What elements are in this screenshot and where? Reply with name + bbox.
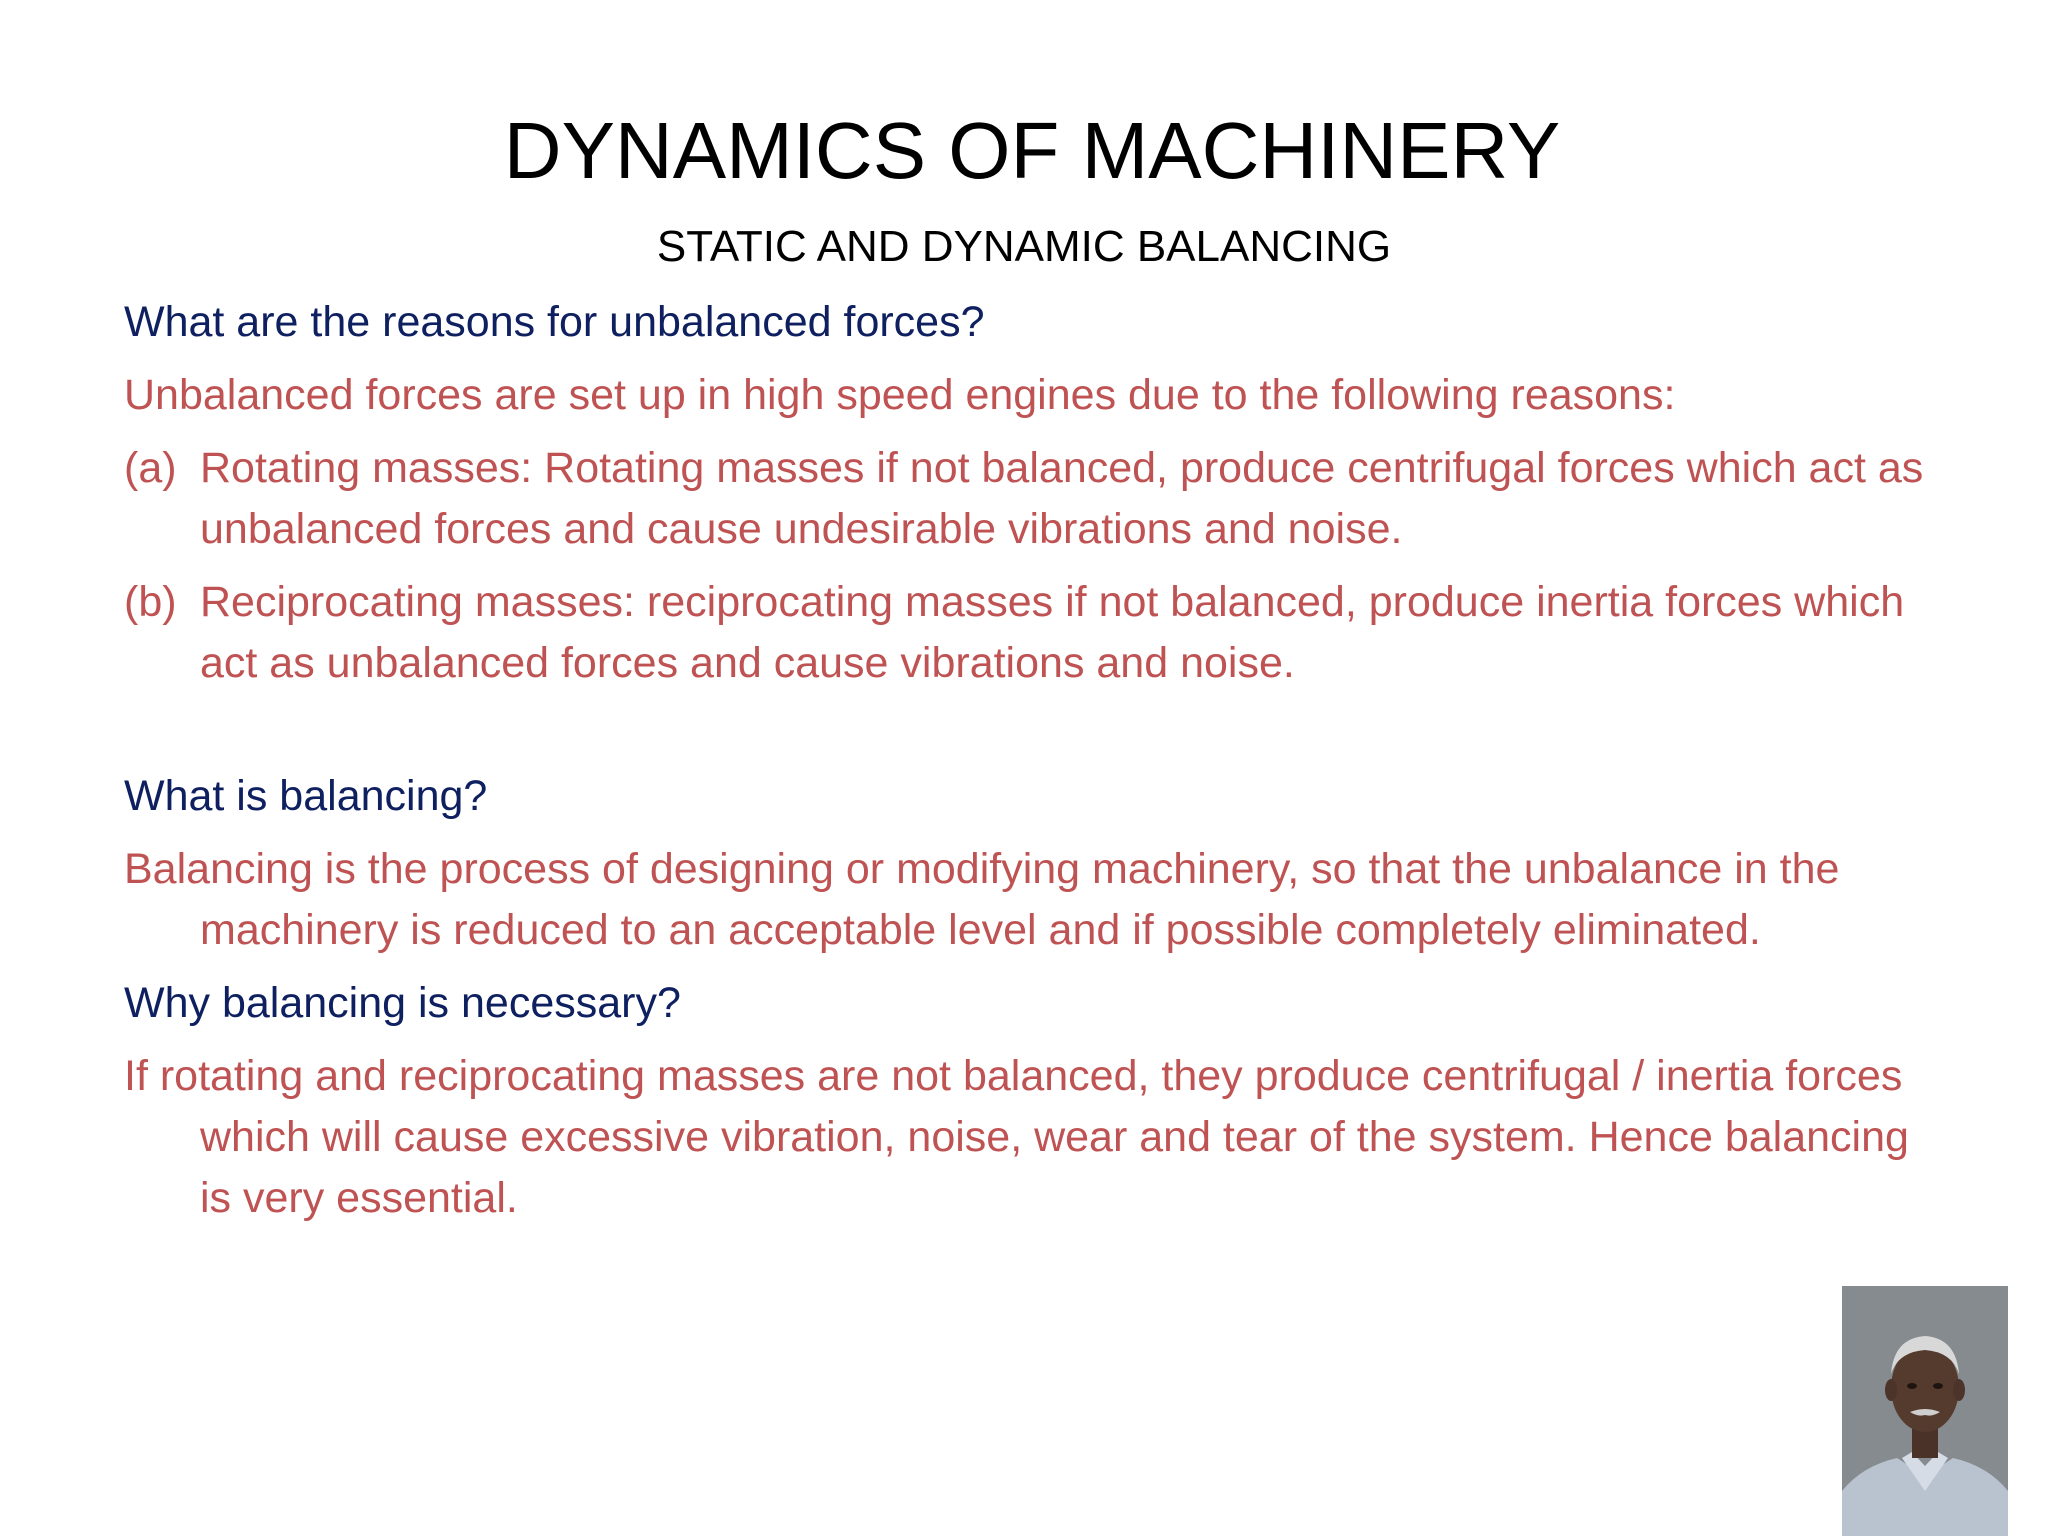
slide-subtitle: STATIC AND DYNAMIC BALANCING [656,222,1392,271]
list-item-text: Reciprocating masses: reciprocating masses if not balanced, produce inertia forces which act as unbalanced forces and cause vibrations and noise. [200,578,1905,687]
answer-why-balancing: If rotating and reciprocating masses are not balanced, they produce centrifugal / inertia forces which will cause excessive vibration, noise, wear and tear of the system. Hence balancing is very essential. [124,1052,1909,1222]
question-why-balancing: Why balancing is necessary? [124,979,681,1027]
list-item-label: (a) [124,444,177,492]
list-item [124,438,1924,560]
list-item [124,572,1924,694]
list-item-text: Rotating masses: Rotating masses if not balanced, produce centrifugal forces which act as unbalanced forces and cause undesirable vibrations and noise. [200,444,1924,553]
question-unbalanced-forces: What are the reasons for unbalanced forces? [124,298,985,346]
list-item-label: (b) [124,578,177,626]
answer-what-is-balancing: Balancing is the process of designing or modifying machinery, so that the unbalance in the machinery is reduced to an acceptable level and if possible completely eliminated. [124,845,1840,954]
presenter-icon [1842,1286,2008,1536]
presenter-thumbnail [1842,1286,2008,1536]
slide-title: DYNAMICS OF MACHINERY [503,106,1561,195]
question-what-is-balancing: What is balancing? [124,772,488,820]
answer-unbalanced-forces-intro: Unbalanced forces are set up in high speed engines due to the following reasons: [124,371,1676,419]
slide-content [124,292,1924,1229]
